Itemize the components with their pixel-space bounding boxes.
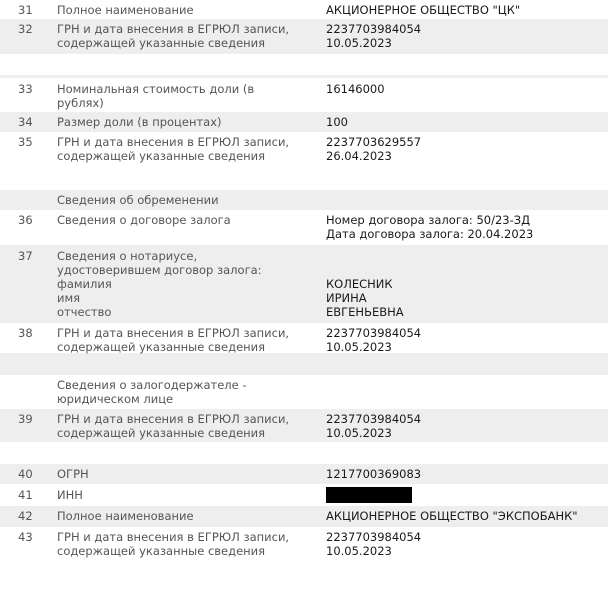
table-row — [0, 245, 608, 323]
table-row — [0, 506, 608, 527]
label-line: Сведения о залогодержателе - — [57, 378, 247, 392]
value-line: АКЦИОНЕРНОЕ ОБЩЕСТВО "ЦК" — [326, 3, 521, 17]
label-line: ГРН и дата внесения в ЕГРЮЛ записи, — [57, 412, 290, 426]
row-value — [324, 326, 608, 353]
label-line: ОГРН — [57, 467, 89, 481]
row-value — [324, 509, 608, 527]
row-value — [324, 412, 608, 442]
row-value — [324, 213, 608, 245]
value-line: КОЛЕСНИК — [326, 277, 393, 291]
table-row — [0, 112, 608, 132]
row-number: 36 — [18, 213, 33, 227]
row-number: 33 — [18, 82, 33, 96]
row-label — [57, 326, 324, 353]
label-line: Размер доли (в процентах) — [57, 115, 222, 129]
row-number: 40 — [18, 467, 33, 481]
row-label — [57, 530, 324, 567]
table-row — [0, 464, 608, 484]
label-line: отчество — [57, 305, 112, 319]
value-line: 2237703629557 — [326, 135, 422, 149]
table-row — [0, 190, 608, 210]
row-number: 34 — [18, 115, 33, 129]
table-row — [0, 409, 608, 442]
value-line: АКЦИОНЕРНОЕ ОБЩЕСТВО "ЭКСПОБАНК" — [326, 509, 578, 523]
label-line: Сведения об обременении — [57, 193, 219, 207]
row-value — [324, 135, 608, 168]
row-number: 38 — [18, 326, 33, 340]
table-spacer-row — [0, 54, 608, 75]
value-line: 2237703984054 — [326, 326, 422, 340]
row-number: 31 — [18, 3, 33, 17]
row-value — [324, 3, 608, 19]
table-row — [0, 0, 608, 19]
row-label — [57, 3, 324, 19]
row-number: 37 — [18, 249, 33, 263]
label-line: имя — [57, 291, 81, 305]
table-row — [0, 78, 608, 112]
table-spacer-row — [0, 442, 608, 464]
value-line: Дата договора залога: 20.04.2023 — [326, 227, 534, 241]
row-number: 32 — [18, 22, 33, 36]
label-line: Номинальная стоимость доли (в — [57, 82, 255, 96]
value-line: 16146000 — [326, 82, 385, 96]
row-number: 42 — [18, 509, 33, 523]
value-line: 10.05.2023 — [326, 544, 392, 558]
table-row — [0, 375, 608, 409]
value-line: 100 — [326, 115, 348, 129]
label-line: содержащей указанные сведения — [57, 340, 266, 354]
row-label — [57, 22, 324, 54]
value-line: 1217700369083 — [326, 467, 422, 481]
table-spacer-row — [0, 353, 608, 375]
value-line: 2237703984054 — [326, 22, 422, 36]
label-line: Сведения о договоре залога — [57, 213, 231, 227]
row-number: 35 — [18, 135, 33, 149]
table-spacer-row — [0, 168, 608, 190]
label-line: ГРН и дата внесения в ЕГРЮЛ записи, — [57, 22, 290, 36]
row-label — [57, 412, 324, 442]
label-line: удостоверившем договор залога: — [57, 263, 262, 277]
label-line: рублях) — [57, 96, 104, 110]
row-label — [57, 135, 324, 168]
row-value — [324, 193, 608, 210]
value-line: 10.05.2023 — [326, 426, 392, 440]
value-line: Номер договора залога: 50/23-ЗД — [326, 213, 531, 227]
row-label — [57, 193, 324, 210]
row-label — [57, 509, 324, 527]
row-label — [57, 249, 324, 323]
value-line: 2237703984054 — [326, 530, 422, 544]
row-number: 39 — [18, 412, 33, 426]
label-line: содержащей указанные сведения — [57, 149, 266, 163]
table-row — [0, 484, 608, 506]
label-line: Полное наименование — [57, 509, 194, 523]
row-label — [57, 115, 324, 132]
row-number — [0, 378, 57, 409]
label-line: ИНН — [57, 488, 83, 502]
label-line: Сведения о нотариусе, — [57, 249, 198, 263]
row-value — [324, 467, 608, 484]
label-line: содержащей указанные сведения — [57, 426, 266, 440]
label-line: содержащей указанные сведения — [57, 36, 266, 50]
label-line: юридическом лице — [57, 392, 174, 406]
row-label — [57, 488, 324, 506]
row-value — [324, 530, 608, 567]
row-label — [57, 82, 324, 112]
label-line: Полное наименование — [57, 3, 194, 17]
label-line: фамилия — [57, 277, 112, 291]
row-value — [324, 249, 608, 323]
table-row — [0, 527, 608, 567]
label-line: ГРН и дата внесения в ЕГРЮЛ записи, — [57, 326, 290, 340]
value-line: 10.05.2023 — [326, 36, 392, 50]
row-number: 43 — [18, 530, 33, 544]
value-line — [326, 249, 608, 263]
value-line — [326, 263, 608, 277]
table-row — [0, 132, 608, 168]
row-value — [324, 22, 608, 54]
row-label — [57, 213, 324, 245]
value-line: 10.05.2023 — [326, 340, 392, 354]
table-row — [0, 323, 608, 353]
label-line: ГРН и дата внесения в ЕГРЮЛ записи, — [57, 530, 290, 544]
value-line: ЕВГЕНЬЕВНА — [326, 305, 404, 319]
row-value — [324, 82, 608, 112]
row-label — [57, 467, 324, 484]
table-row — [0, 210, 608, 245]
row-value — [324, 115, 608, 132]
row-value — [324, 488, 608, 506]
table-row — [0, 19, 608, 54]
redacted-block — [326, 487, 412, 503]
label-line: ГРН и дата внесения в ЕГРЮЛ записи, — [57, 135, 290, 149]
row-value — [324, 378, 608, 409]
label-line: содержащей указанные сведения — [57, 544, 266, 558]
row-label — [57, 378, 324, 409]
value-line: 26.04.2023 — [326, 149, 392, 163]
value-line: 2237703984054 — [326, 412, 422, 426]
row-number: 41 — [18, 488, 33, 502]
row-number — [0, 193, 57, 210]
value-line: ИРИНА — [326, 291, 367, 305]
